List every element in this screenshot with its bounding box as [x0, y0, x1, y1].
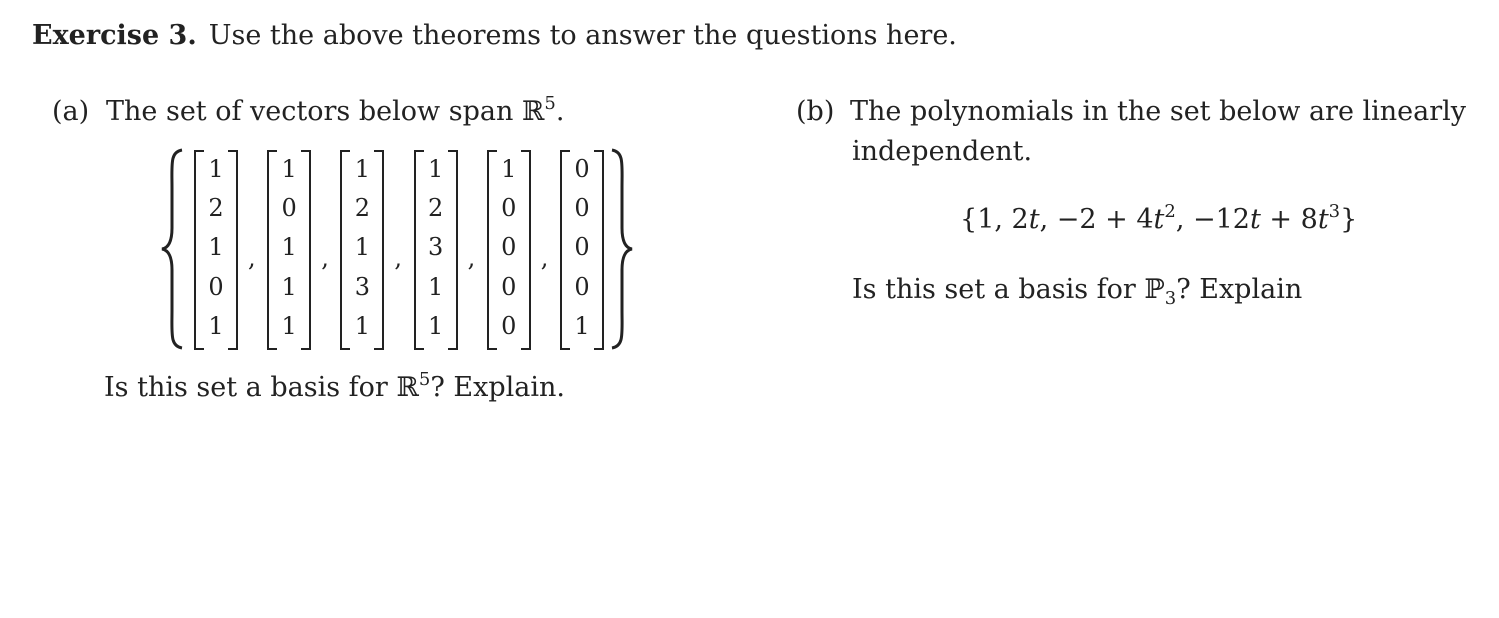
vector-separator: , [467, 244, 476, 272]
polynomial-set [960, 200, 1357, 240]
part-b-statement-continued [852, 132, 1032, 172]
right-brace-icon [608, 148, 634, 350]
part-b-question-subscript: 3 [1164, 288, 1177, 309]
vector-entry: 1 [354, 155, 371, 183]
part-a-space-symbol: ℝ [521, 96, 545, 127]
vector-entry: 0 [574, 155, 590, 183]
vector-entry: 1 [208, 233, 224, 262]
vector-entry: 0 [574, 194, 590, 223]
part-a-marker: (a) [52, 96, 90, 127]
poly-term-2: , −2 + 4 [1039, 204, 1154, 235]
vector-entry: 0 [501, 272, 517, 301]
right-bracket [448, 150, 458, 350]
right-bracket [521, 150, 531, 350]
vector-entry: 3 [427, 233, 444, 262]
right-bracket [374, 150, 384, 350]
poly-term-3: , −12 [1175, 204, 1250, 235]
exercise-prompt: Use the above theorems to answer the questions here. [208, 20, 957, 51]
poly-term-3-mid: + 8 [1260, 204, 1318, 235]
set-close-brace: } [1340, 204, 1358, 235]
part-b-statement [796, 92, 1466, 132]
vector-entry: 0 [574, 272, 590, 301]
vector-entry: 3 [354, 272, 371, 301]
column-vector [267, 150, 311, 348]
poly-exp-4: 3 [1328, 201, 1341, 222]
part-a-question-exponent: 5 [418, 369, 431, 390]
vector-set [160, 148, 630, 354]
vector-entry: 1 [281, 311, 297, 340]
vector-entry: 1 [354, 233, 371, 262]
part-b-statement-line2: independent. [852, 136, 1033, 167]
part-a-question [104, 368, 565, 408]
vector-entry: 1 [208, 311, 224, 340]
vector-entry: 1 [281, 155, 297, 183]
poly-term-1: 1, 2 [977, 204, 1029, 235]
vector-entry: 1 [427, 155, 444, 183]
poly-var-3: t [1249, 204, 1261, 235]
column-vector [487, 150, 531, 348]
part-a-space-exponent: 5 [544, 93, 556, 114]
vector-entry: 0 [281, 194, 297, 223]
vector-entry: 1 [208, 155, 224, 183]
part-a-question-end: ? Explain. [430, 372, 565, 403]
poly-var-4: t [1317, 204, 1329, 235]
part-a-statement [52, 92, 564, 132]
vector-entry: 1 [501, 155, 517, 183]
left-brace-icon [160, 148, 186, 350]
exercise-heading [32, 18, 957, 54]
vector-entry: 1 [427, 311, 444, 340]
vector-separator: , [248, 244, 256, 272]
part-b-question [852, 270, 1302, 310]
part-b-question-end: ? Explain [1176, 274, 1303, 305]
vector-entry: 0 [501, 311, 517, 340]
column-vector [340, 150, 384, 348]
vector-entry: 0 [208, 272, 224, 301]
right-bracket [228, 150, 238, 350]
part-a-statement-text: The set of vectors below span [106, 96, 522, 127]
poly-var-1: t [1028, 204, 1040, 235]
column-vector [414, 150, 458, 348]
exercise-label: Exercise 3. [32, 20, 197, 51]
part-b-marker: (b) [796, 96, 835, 127]
set-open-brace: { [960, 204, 978, 235]
vector-separator: , [321, 244, 329, 272]
column-vector [194, 150, 238, 348]
poly-exp-2: 2 [1164, 201, 1176, 222]
vector-entry: 2 [208, 194, 224, 223]
column-vector [560, 150, 604, 348]
right-bracket [301, 150, 311, 350]
part-a-question-text: Is this set a basis for [104, 372, 397, 403]
vector-entry: 0 [501, 233, 517, 262]
poly-var-2: t [1153, 204, 1165, 235]
part-b-statement-line1: The polynomials in the set below are linearly [850, 96, 1467, 127]
vector-separator: , [394, 244, 403, 272]
vector-entry: 1 [354, 311, 371, 340]
vector-entry: 0 [574, 233, 590, 262]
vector-entry: 1 [281, 233, 297, 262]
vector-entry: 2 [427, 194, 444, 223]
vector-separator: , [540, 244, 549, 272]
vector-entry: 1 [281, 272, 297, 301]
vector-entry: 1 [574, 311, 590, 340]
right-bracket [594, 150, 604, 350]
part-a-statement-end: . [555, 96, 565, 127]
part-a-question-space: ℝ [396, 372, 419, 403]
part-b-question-text: Is this set a basis for [852, 274, 1145, 305]
part-b-question-space: ℙ [1144, 274, 1165, 305]
vector-entry: 0 [501, 194, 517, 223]
vector-entry: 2 [354, 194, 371, 223]
vector-entry: 1 [427, 272, 444, 301]
